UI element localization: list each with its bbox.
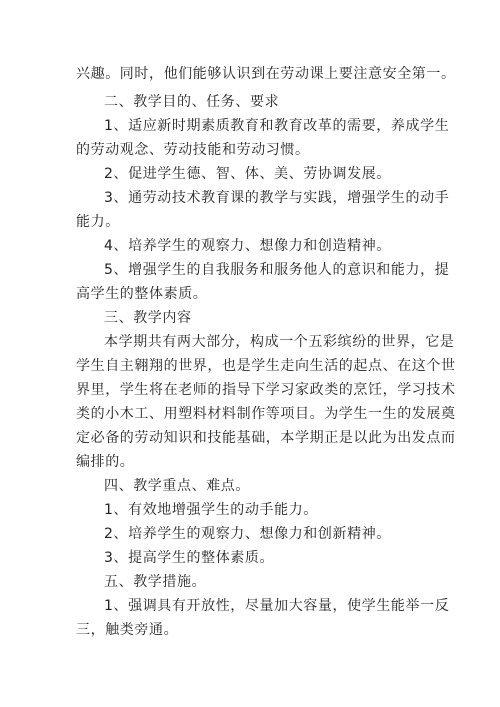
text-line-23: 1、强调具有开放性，尽量加大容量，使学生能举一反: [104, 598, 450, 614]
text-line-6: 3、通劳动技术教育课的教学与实践，增强学生的动手: [104, 190, 450, 206]
text-line-10: 高学生的整体素质。: [76, 286, 208, 302]
text-line-1: 兴趣。同时，他们能够认识到在劳动课上要注意安全第一。: [76, 66, 456, 82]
text-line-17: 编排的。: [76, 454, 135, 470]
text-line-3: 1、适应新时期素质教育和教育改革的需要，养成学生: [104, 118, 450, 134]
section-heading-4: 四、教学重点、难点。: [104, 478, 250, 494]
text-line-4: 的劳动观念、劳动技能和劳动习惯。: [76, 142, 310, 158]
text-line-12: 本学期共有两大部分，构成一个五彩缤纷的世界，它是: [104, 334, 455, 350]
section-heading-5: 五、教学措施。: [104, 574, 207, 590]
text-line-24: 三，触类旁通。: [76, 622, 179, 638]
text-line-20: 2、培养学生的观察力、想像力和创新精神。: [104, 526, 391, 542]
text-line-9: 5、增强学生的自我服务和服务他人的意识和能力，提: [104, 262, 450, 278]
text-line-5: 2、促进学生德、智、体、美、劳协调发展。: [104, 166, 391, 182]
text-line-15: 类的小木工、用塑料材料制作等项目。为学生一生的发展奠: [76, 406, 456, 422]
text-line-7: 能力。: [76, 214, 120, 230]
text-line-16: 定必备的劳动知识和技能基础，本学期正是以此为出发点而: [76, 430, 456, 446]
section-heading-2: 二、教学目的、任务、要求: [104, 94, 280, 110]
text-line-8: 4、培养学生的观察力、想像力和创造精神。: [104, 238, 391, 254]
text-line-14: 界里，学生将在老师的指导下学习家政类的烹饪，学习技术: [76, 382, 456, 398]
section-heading-3: 三、教学内容: [104, 310, 192, 326]
text-line-21: 3、提高学生的整体素质。: [104, 550, 275, 566]
text-line-19: 1、有效地增强学生的动手能力。: [104, 502, 318, 518]
text-line-13: 学生自主翱翔的世界，也是学生走向生活的起点、在这个世: [76, 358, 456, 374]
